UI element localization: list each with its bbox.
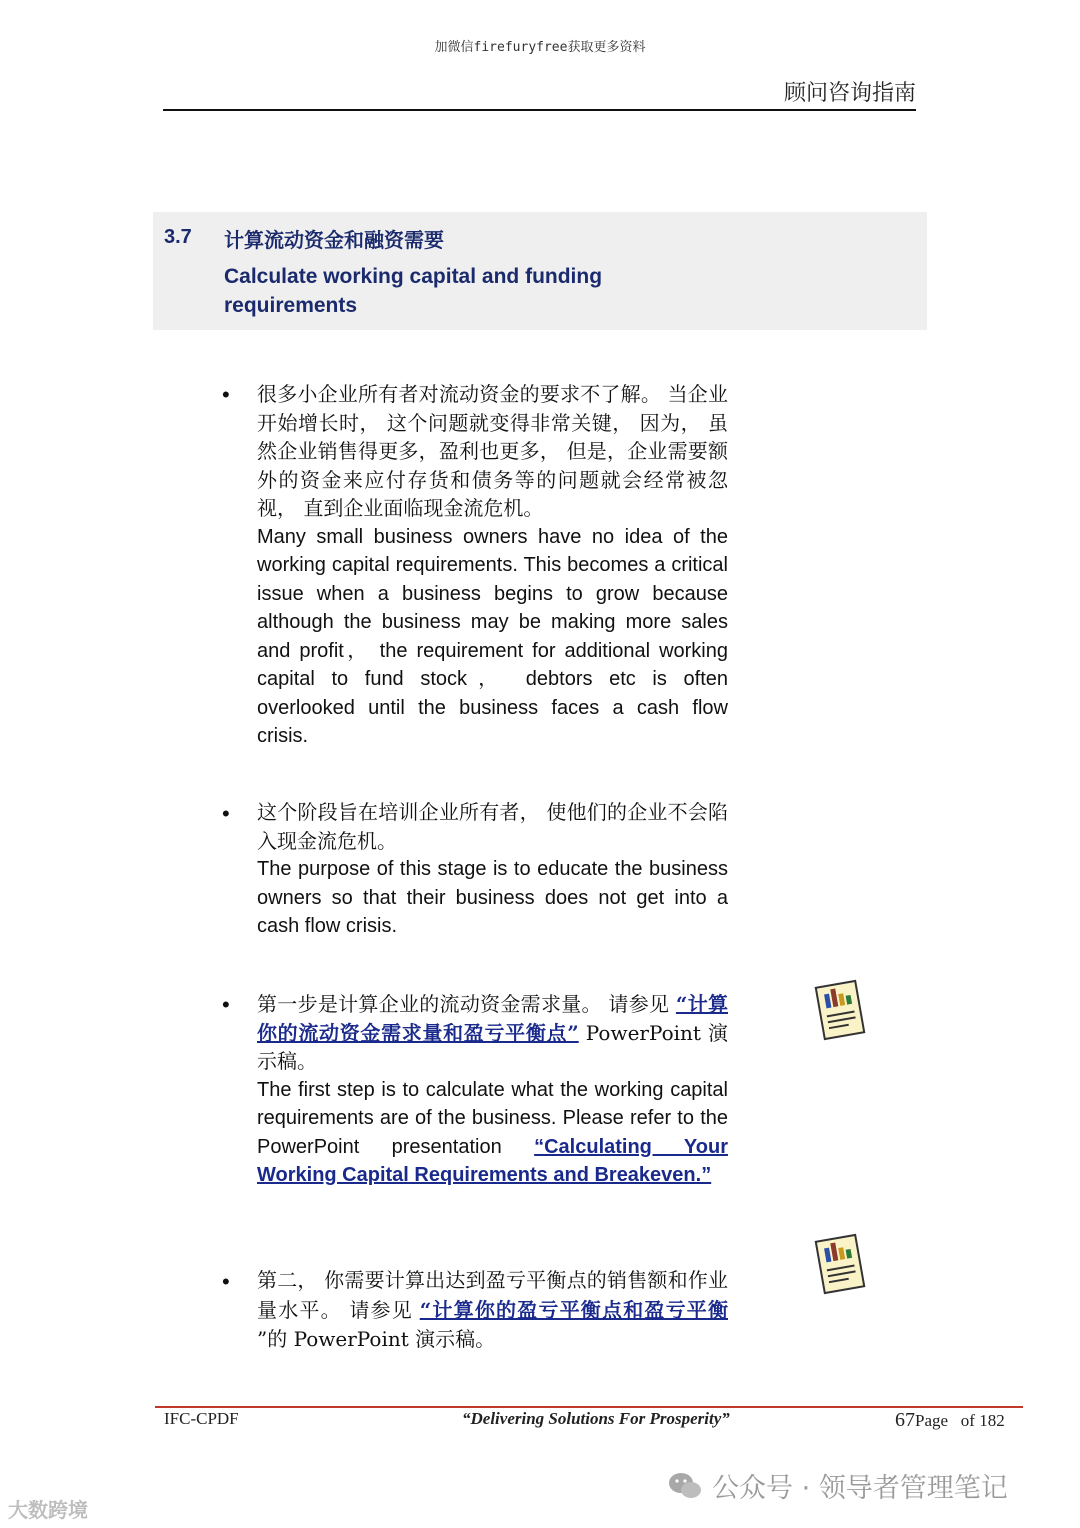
header-rule <box>163 109 916 111</box>
page-total: of 182 <box>960 1411 1005 1430</box>
item-text-cn: 很多小企业所有者对流动资金的要求不了解。 当企业开始增长时， 这个问题就变得非常关键， 因为， 虽然企业销售得更多，盈利也更多， 但是，企业需要额外的资金来应付存货和债务等的问题就会经常被忽视， 直到企业面临现金流危机。 <box>257 382 728 520</box>
powerpoint-link-cn[interactable]: “计算你的流动资金需求量和盈亏平衡点” <box>257 992 728 1045</box>
footer-doc-code: IFC-CPDF <box>164 1409 239 1428</box>
header-title: 顾问咨询指南 <box>783 81 916 106</box>
document-chart-icon <box>808 978 872 1042</box>
item-text-cn: 这个阶段旨在培训企业所有者， 使他们的企业不会陷入现金流危机。 <box>257 800 728 853</box>
list-item <box>257 1266 728 1355</box>
item-text-cn-after: ”的 PowerPoint 演示稿。 <box>257 1327 496 1351</box>
page-word: Page <box>915 1411 949 1430</box>
item-text-en: The purpose of this stage is to educate the business owners so that their business does not get into a cash flow crisis. <box>257 858 728 937</box>
powerpoint-link-cn[interactable]: “计算你的盈亏平衡点和盈亏平衡 <box>419 1297 728 1322</box>
item-text-en: The first step is to calculate what the working capital requirements are of the business. Please refer to the PowerPoint presentation <box>257 1078 728 1158</box>
watermark-left-text: 大数跨境 <box>8 1498 88 1522</box>
bullet: • <box>222 382 230 407</box>
watermark-wechat <box>668 1466 1008 1505</box>
top-note: 加微信firefuryfree获取更多资料 <box>434 40 646 55</box>
footer-slogan: “Delivering Solutions For Prosperity” <box>462 1409 730 1428</box>
list-item <box>257 990 728 1190</box>
watermark-right-text: 公众号 · 领导者管理笔记 <box>712 1473 1008 1504</box>
section-number: 3.7 <box>164 226 192 248</box>
document-chart-icon <box>808 1232 872 1296</box>
footer-rule <box>155 1406 1023 1408</box>
item-text-en: Many small business owners have no idea of the working capital requirements. This becomes a critical issue when a business begins to grow because although the business may be making more sales and profit， the requirement for additional working capital to fund stock， debtors etc is often overlooked until the business faces a cash flow crisis. <box>257 525 728 747</box>
list-item <box>257 798 728 941</box>
powerpoint-link-en[interactable]: “Calculating Your Working Capital Requirements and Breakeven.” <box>257 1135 728 1186</box>
item-text-cn-after: PowerPoint 演示稿。 <box>257 1020 729 1073</box>
section-title-en: Calculate working capital and funding requirements <box>224 265 603 317</box>
item-text-cn: 第二， 你需要计算出达到盈亏平衡点的销售额和作业量水平。 请参见 <box>257 1268 728 1322</box>
bullet: • <box>222 801 230 826</box>
page-number: 67 <box>895 1409 915 1431</box>
section-title-cn: 计算流动资金和融资需要 <box>224 228 444 252</box>
footer-page-info <box>895 1409 1005 1432</box>
list-item <box>257 380 728 751</box>
watermark-left <box>8 1494 88 1523</box>
bullet: • <box>222 1269 230 1294</box>
wechat-icon <box>668 1471 702 1501</box>
item-text-cn: 第一步是计算企业的流动资金需求量。 请参见 <box>257 992 670 1016</box>
bullet: • <box>222 992 230 1017</box>
